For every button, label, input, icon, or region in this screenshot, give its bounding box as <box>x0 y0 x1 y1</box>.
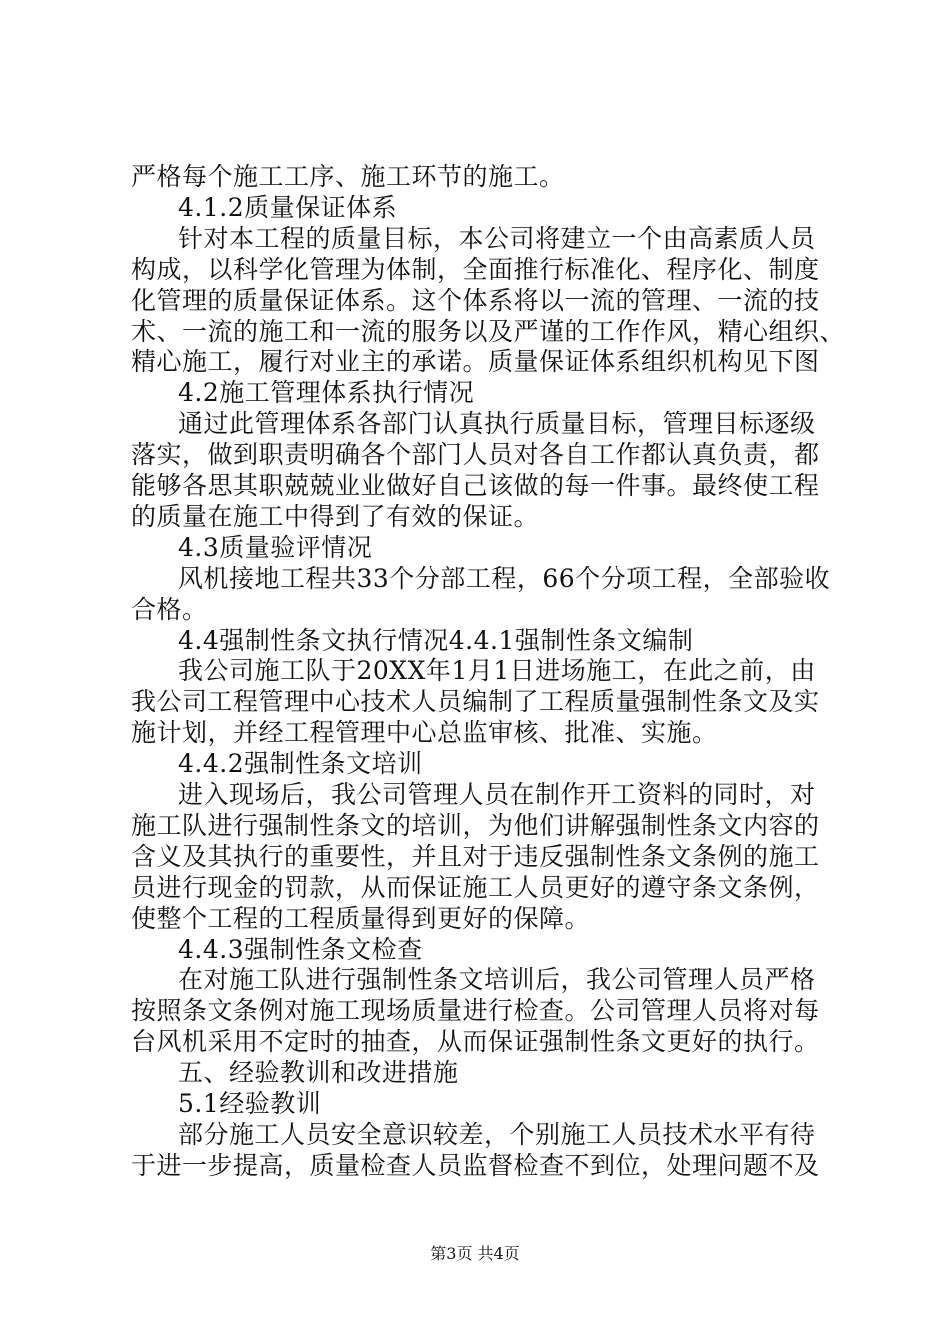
text-line: 在对施工队进行强制性条文培训后，我公司管理人员严格 <box>178 965 816 995</box>
text-line: 构成，以科学化管理为体制，全面推行标准化、程序化、制度 <box>131 254 820 284</box>
text-line: 我公司工程管理中心技术人员编制了工程质量强制性条文及实 <box>131 687 820 717</box>
text-line: 精心施工，履行对业主的承诺。质量保证体系组织机构见下图 <box>131 347 820 377</box>
text-line: 4.2施工管理体系执行情况 <box>178 378 475 408</box>
text-line: 5.1经验教训 <box>178 1089 322 1118</box>
page-footer: 第3页 共4页 <box>430 1244 520 1263</box>
text-line: 通过此管理体系各部门认真执行质量目标，管理目标逐级 <box>178 409 816 439</box>
text-line: 4.1.2质量保证体系 <box>178 192 398 222</box>
text-line: 施计划，并经工程管理中心总监审核、批准、实施。 <box>131 718 718 748</box>
text-line: 4.4.2强制性条文培训 <box>178 749 423 779</box>
text-line: 化管理的质量保证体系。这个体系将以一流的管理、一流的技 <box>131 285 820 315</box>
text-line: 术、一流的施工和一流的服务以及严谨的工作作风，精心组织、 <box>131 316 846 346</box>
text-line: 五、经验教训和改进措施 <box>178 1058 459 1088</box>
text-line: 我公司施工队于20XX年1月1日进场施工，在此之前，由 <box>178 656 816 686</box>
text-line: 风机接地工程共33个分部工程，66个分项工程，全部验收 <box>178 563 831 593</box>
text-line: 4.4.3强制性条文检查 <box>178 934 423 964</box>
text-line: 落实，做到职责明确各个部门人员对各自工作都认真负责，都 <box>131 440 820 470</box>
text-line: 能够各思其职兢兢业业做好自己该做的每一件事。最终使工程 <box>131 471 820 500</box>
text-line: 严格每个施工工序、施工环节的施工。 <box>131 162 565 191</box>
text-line: 于进一步提高，质量检查人员监督检查不到位，处理问题不及 <box>131 1150 820 1180</box>
text-line: 合格。 <box>131 594 208 624</box>
text-line: 员进行现金的罚款，从而保证施工人员更好的遵守条文条例， <box>131 872 820 902</box>
text-line: 按照条文条例对施工现场质量进行检查。公司管理人员将对每 <box>131 996 820 1026</box>
text-line: 台风机采用不定时的抽查，从而保证强制性条文更好的执行。 <box>131 1027 820 1057</box>
text-line: 针对本工程的质量目标，本公司将建立一个由高素质人员 <box>178 223 816 253</box>
text-line: 施工队进行强制性条文的培训，为他们讲解强制性条文内容的 <box>131 810 820 840</box>
text-line: 4.4强制性条文执行情况4.4.1强制性条文编制 <box>178 625 694 655</box>
text-line: 部分施工人员安全意识较差，个别施工人员技术水平有待 <box>178 1119 816 1149</box>
text-line: 的质量在施工中得到了有效的保证。 <box>131 501 540 531</box>
text-line: 进入现场后，我公司管理人员在制作开工资料的同时，对 <box>178 780 816 809</box>
text-line: 含义及其执行的重要性，并且对于违反强制性条文条例的施工 <box>131 841 820 871</box>
text-line: 4.3质量验评情况 <box>178 532 373 562</box>
text-line: 使整个工程的工程质量得到更好的保障。 <box>131 903 591 933</box>
